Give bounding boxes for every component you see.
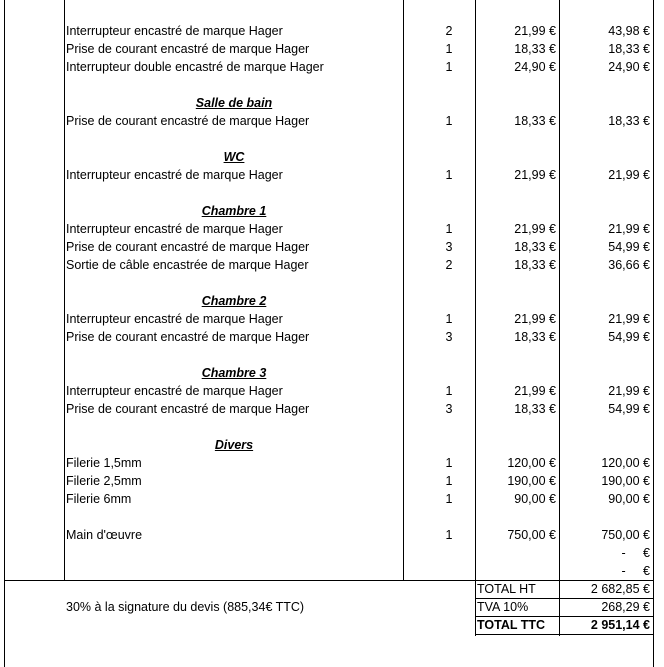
totals-label: TOTAL TTC [477, 618, 546, 632]
labour-row [0, 526, 664, 544]
item-unit-price: 21,99 € [514, 384, 556, 398]
section-title: Chambre 3 [201, 366, 267, 380]
table-row [0, 256, 664, 274]
table-row [0, 454, 664, 472]
item-total: 36,66 € [608, 258, 650, 272]
item-total: 54,99 € [608, 330, 650, 344]
item-total: - € [621, 546, 650, 560]
table-row [0, 238, 664, 256]
totals-row [0, 598, 664, 616]
item-unit-price: 18,33 € [514, 114, 556, 128]
item-total: - € [621, 564, 650, 578]
item-total: 120,00 € [601, 456, 650, 470]
table-row [0, 58, 664, 76]
item-quantity: 1 [445, 384, 453, 398]
item-unit-price: 120,00 € [507, 456, 556, 470]
item-description: Prise de courant encastré de marque Hager [66, 114, 310, 128]
table-row [0, 40, 664, 58]
item-unit-price: 18,33 € [514, 402, 556, 416]
table-row [0, 382, 664, 400]
section-title: Salle de bain [195, 96, 273, 110]
item-description: Prise de courant encastré de marque Hager [66, 330, 310, 344]
item-description: Interrupteur encastré de marque Hager [66, 168, 283, 182]
item-total: 21,99 € [608, 222, 650, 236]
table-row [0, 328, 664, 346]
table-row [0, 166, 664, 184]
table-row [0, 112, 664, 130]
payment-note: 30% à la signature du devis (885,34€ TTC) [66, 600, 305, 614]
table-row [0, 220, 664, 238]
table-row [0, 400, 664, 418]
item-total: 54,99 € [608, 402, 650, 416]
item-total: 750,00 € [601, 528, 650, 542]
table-rule-ttc [475, 634, 654, 635]
section-heading [0, 436, 664, 454]
table-row [0, 490, 664, 508]
item-quantity: 1 [445, 42, 453, 56]
item-quantity: 1 [445, 222, 453, 236]
item-total: 43,98 € [608, 24, 650, 38]
item-description: Interrupteur encastré de marque Hager [66, 384, 283, 398]
item-unit-price: 750,00 € [507, 528, 556, 542]
empty-row [0, 544, 664, 562]
section-heading [0, 202, 664, 220]
item-total: 90,00 € [608, 492, 650, 506]
item-quantity: 1 [445, 60, 453, 74]
item-total: 54,99 € [608, 240, 650, 254]
section-title: WC [223, 150, 245, 164]
section-heading [0, 94, 664, 112]
item-unit-price: 18,33 € [514, 240, 556, 254]
item-unit-price: 18,33 € [514, 42, 556, 56]
item-unit-price: 21,99 € [514, 24, 556, 38]
section-heading [0, 292, 664, 310]
section-title: Chambre 2 [201, 294, 267, 308]
table-row [0, 472, 664, 490]
section-heading [0, 364, 664, 382]
item-unit-price: 21,99 € [514, 222, 556, 236]
item-total: 21,99 € [608, 168, 650, 182]
item-unit-price: 90,00 € [514, 492, 556, 506]
item-description: Interrupteur double encastré de marque Hager [66, 60, 324, 74]
totals-value: 268,29 € [601, 600, 650, 614]
item-unit-price: 24,90 € [514, 60, 556, 74]
item-quantity: 1 [445, 114, 453, 128]
totals-value: 2 682,85 € [590, 582, 650, 596]
totals-value: 2 951,14 € [590, 618, 650, 632]
item-quantity: 1 [445, 492, 453, 506]
item-total: 24,90 € [608, 60, 650, 74]
item-total: 21,99 € [608, 384, 650, 398]
item-description: Interrupteur encastré de marque Hager [66, 312, 283, 326]
item-unit-price: 21,99 € [514, 312, 556, 326]
item-unit-price: 21,99 € [514, 168, 556, 182]
section-title: Divers [214, 438, 254, 452]
totals-row [0, 616, 664, 634]
item-description: Filerie 2,5mm [66, 474, 142, 488]
table-row [0, 22, 664, 40]
item-quantity: 1 [445, 456, 453, 470]
item-total: 21,99 € [608, 312, 650, 326]
item-total: 18,33 € [608, 114, 650, 128]
item-description: Filerie 6mm [66, 492, 132, 506]
item-description: Interrupteur encastré de marque Hager [66, 222, 283, 236]
item-quantity: 1 [445, 168, 453, 182]
item-unit-price: 18,33 € [514, 330, 556, 344]
section-heading [0, 148, 664, 166]
totals-label: TOTAL HT [477, 582, 536, 596]
item-description: Prise de courant encastré de marque Hager [66, 240, 310, 254]
item-total: 18,33 € [608, 42, 650, 56]
item-quantity: 1 [445, 528, 453, 542]
item-total: 190,00 € [601, 474, 650, 488]
item-quantity: 1 [445, 312, 453, 326]
item-description: Prise de courant encastré de marque Hager [66, 42, 310, 56]
item-quantity: 2 [445, 24, 453, 38]
item-description: Filerie 1,5mm [66, 456, 142, 470]
item-description: Interrupteur encastré de marque Hager [66, 24, 283, 38]
item-quantity: 1 [445, 474, 453, 488]
totals-label: TVA 10% [477, 600, 529, 614]
item-unit-price: 190,00 € [507, 474, 556, 488]
item-description: Sortie de câble encastrée de marque Hager [66, 258, 309, 272]
item-description: Main d'œuvre [66, 528, 143, 542]
item-description: Prise de courant encastré de marque Hager [66, 402, 310, 416]
item-unit-price: 18,33 € [514, 258, 556, 272]
item-quantity: 2 [445, 258, 453, 272]
empty-row [0, 562, 664, 580]
item-quantity: 3 [445, 402, 453, 416]
totals-row [0, 580, 664, 598]
item-quantity: 3 [445, 240, 453, 254]
item-quantity: 3 [445, 330, 453, 344]
section-title: Chambre 1 [201, 204, 267, 218]
table-row [0, 310, 664, 328]
